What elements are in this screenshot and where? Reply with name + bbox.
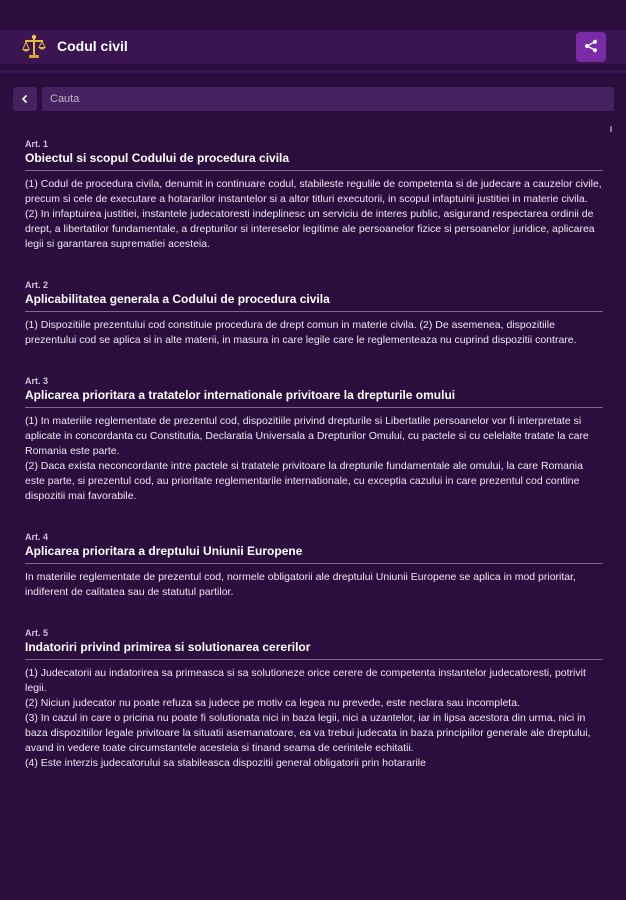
article-item[interactable] xyxy=(25,376,603,504)
article-paragraph: (2) In infaptuirea justitiei, instantele judecatoresti indeplinesc un serviciu de interes public, asigurand respectarea ordinii de drept, a libertatilor fundamentale, a drepturilor si intereselor legitime ale persoanelor fizice si persoanelor juridice, aplicarea legii si garantarea suprematiei acesteia. xyxy=(25,208,595,250)
article-number: Art. 2 xyxy=(25,280,49,290)
scales-of-justice-icon xyxy=(20,34,48,60)
share-button[interactable] xyxy=(576,32,606,62)
article-number: Art. 1 xyxy=(25,139,49,149)
article-number: Art. 5 xyxy=(25,628,49,638)
article-paragraph: (2) Daca exista neconcordante intre pactele si tratatele privitoare la drepturile fundamentale ale omului, la care Romania este parte, si prezentul cod, au prioritate reglementarile internationale, cu exceptia cazului in care prezentul cod contine dispozitii mai favorabile. xyxy=(25,460,583,502)
article-body xyxy=(25,318,603,348)
article-body xyxy=(25,414,603,504)
article-title: Aplicarea prioritara a tratatelor internationale privitoare la drepturile omului xyxy=(25,388,603,408)
article-title: Obiectul si scopul Codului de procedura civila xyxy=(25,151,603,171)
search-input[interactable] xyxy=(42,87,614,111)
article-list xyxy=(25,139,603,799)
app-bar-divider xyxy=(0,70,626,73)
app-title: Codul civil xyxy=(57,38,128,54)
article-paragraph: (3) In cazul in care o pricina nu poate fi solutionata nici in baza legii, nici a uzantelor, iar in lipsa acestora din urma, nici in baza dispozitiilor legale privitoare la situatii asemanatoare, ea va trebui judecata in baza principiilor generale ale dreptului, avand in vedere toate circumstantele acesteia si tinand seama de cerintele echitatii. xyxy=(25,712,591,754)
back-button[interactable] xyxy=(13,87,37,111)
article-paragraph: (4) Este interzis judecatorului sa stabileasca dispozitii general obligatorii prin hotararile xyxy=(25,757,426,769)
scrollbar-thumb[interactable] xyxy=(610,126,612,132)
article-title: Aplicabilitatea generala a Codului de procedura civila xyxy=(25,292,603,312)
chevron-left-icon xyxy=(20,92,30,107)
article-body xyxy=(25,177,603,252)
article-number: Art. 4 xyxy=(25,532,49,542)
article-body xyxy=(25,666,603,771)
article-body xyxy=(25,570,603,600)
article-title: Aplicarea prioritara a dreptului Uniunii Europene xyxy=(25,544,603,564)
article-paragraph: (1) Judecatorii au indatorirea sa primeasca si sa solutioneze orice cerere de competenta instantelor judecatoresti, potrivit legii. xyxy=(25,667,586,694)
article-paragraph: (2) Niciun judecator nu poate refuza sa judece pe motiv ca legea nu prevede, este neclara sau incompleta. xyxy=(25,697,520,709)
article-item[interactable] xyxy=(25,139,603,252)
share-icon xyxy=(584,39,598,56)
article-paragraph: (1) Dispozitiile prezentului cod constituie procedura de drept comun in materie civila. (2) De asemenea, dispozitiile prezentului cod se aplica si in alte materii, in masura in care legile care le reglementeaza nu cuprind dispozitii contrare. xyxy=(25,319,577,346)
article-title: Indatoriri privind primirea si solutionarea cererilor xyxy=(25,640,603,660)
app-bar xyxy=(0,30,626,64)
article-number: Art. 3 xyxy=(25,376,49,386)
article-item[interactable] xyxy=(25,280,603,348)
article-paragraph: (1) In materiile reglementate de prezentul cod, dispozitiile privind drepturile si Libertatile persoanelor vor fi interpretate si aplicate in concordanta cu Constitutia, Declaratia Universala a Drepturilor Omului, cu pactele si cu celelalte tratate la care Romania este parte. xyxy=(25,415,589,457)
article-paragraph: In materiile reglementate de prezentul cod, normele obligatorii ale dreptului Uniunii Europene se aplica in mod prioritar, indiferent de calitatea sau de statutul partilor. xyxy=(25,571,576,598)
article-paragraph: (1) Codul de procedura civila, denumit in continuare codul, stabileste regulile de competenta si de judecare a cauzelor civile, precum si cele de executare a hotararilor instantelor si a altor titluri executorii, in scopul infaptuirii justitiei in materie civila. xyxy=(25,178,602,205)
article-item[interactable] xyxy=(25,628,603,771)
article-item[interactable] xyxy=(25,532,603,600)
